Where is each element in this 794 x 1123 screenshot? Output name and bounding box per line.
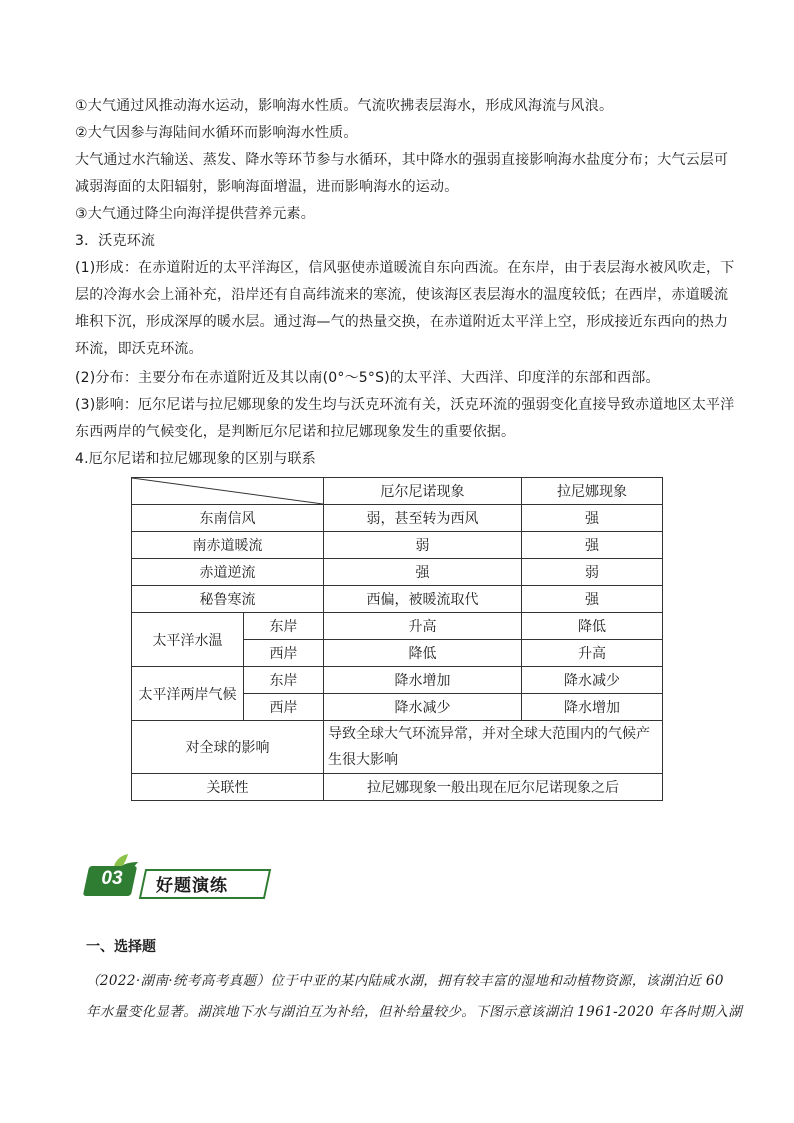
cell-la-nina: 弱 <box>522 559 663 586</box>
cell-relation: 拉尼娜现象一般出现在厄尔尼诺现象之后 <box>324 774 663 801</box>
cell-el-nino: 弱 <box>324 532 522 559</box>
row-label-climate: 太平洋两岸气候 <box>132 667 244 721</box>
cell-el-nino: 降水增加 <box>324 667 522 694</box>
side-label: 西岸 <box>244 694 324 721</box>
cell-el-nino: 降低 <box>324 640 522 667</box>
side-label: 西岸 <box>244 640 324 667</box>
table-row <box>132 532 663 559</box>
text-line: 3．沃克环流 <box>75 233 156 249</box>
section-number: 03 <box>101 868 123 889</box>
row-label: 赤道逆流 <box>132 559 324 586</box>
row-label: 秘鲁寒流 <box>132 586 324 613</box>
para-formation <box>75 255 735 363</box>
cell-el-nino: 降水减少 <box>324 694 522 721</box>
para-3 <box>75 147 729 201</box>
para-distribution <box>75 365 725 392</box>
side-label: 东岸 <box>244 613 324 640</box>
para-2 <box>75 120 725 147</box>
row-label: 对全球的影响 <box>132 721 324 774</box>
text-line: ③大气通过降尘向海洋提供营养元素。 <box>75 206 315 222</box>
cell-la-nina: 强 <box>522 532 663 559</box>
header-el-nino: 厄尔尼诺现象 <box>324 478 522 505</box>
diagonal-header-cell <box>132 478 324 505</box>
text-line: 堆积下沉，形成深厚的暖水层。通过海—气的热量交换，在赤道附近太平洋上空，形成接近东西向的热力 <box>75 314 729 330</box>
row-label: 南赤道暖流 <box>132 532 324 559</box>
cell-la-nina: 升高 <box>522 640 663 667</box>
row-label: 东南信风 <box>132 505 324 532</box>
table-row <box>132 505 663 532</box>
text-line: 东西两岸的气候变化，是判断厄尔尼诺和拉尼娜现象发生的重要依据。 <box>75 424 516 440</box>
cell-el-nino: 强 <box>324 559 522 586</box>
text-line: 4.厄尔尼诺和拉尼娜现象的区别与联系 <box>75 451 316 467</box>
text-line: (2)分布：主要分布在赤道附近及其以南(0°～5°S)的太平洋、大西洋、印度洋的东部和西部。 <box>75 370 660 386</box>
para-4 <box>75 201 725 228</box>
para-1 <box>75 93 725 120</box>
text-line: (3)影响：厄尔尼诺与拉尼娜现象的发生均与沃克环流有关，沃克环流的强弱变化直接导致赤道地区太平洋 <box>75 397 735 413</box>
text-line: ①大气通过风推动海水运动，影响海水性质。气流吹拂表层海水，形成风海流与风浪。 <box>75 98 614 114</box>
cell-global-impact: 导致全球大气环流异常，并对全球大范围内的气候产生很大影响 <box>324 721 663 774</box>
text-line: （2022·湖南·统考高考真题）位于中亚的某内陆咸水湖，拥有较丰富的湿地和动植物资源，该湖泊近 60 <box>86 973 724 989</box>
section-title: 好题演练 <box>156 876 228 896</box>
text-line: (1)形成：在赤道附近的太平洋海区，信风驱使赤道暖流自东向西流。在东岸，由于表层海水被风吹走，下 <box>75 260 735 276</box>
text-line: 减弱海面的太阳辐射，影响海面增温，进而影响海水的运动。 <box>75 179 459 195</box>
text-line: 年水量变化显著。湖滨地下水与湖泊互为补给，但补给量较少。下图示意该湖泊 1961-2020 年各时期入湖 <box>86 1004 743 1020</box>
table-row <box>132 613 663 640</box>
text-line: 大气通过水汽输送、蒸发、降水等环节参与水循环，其中降水的强弱直接影响海水盐度分布；大气云层可 <box>75 152 729 168</box>
question-heading: 一、选择题 <box>86 939 156 955</box>
walker-heading <box>75 228 725 255</box>
row-label: 关联性 <box>132 774 324 801</box>
table-caption <box>75 446 725 473</box>
table-row <box>132 774 663 801</box>
comparison-table <box>131 477 663 801</box>
side-label: 东岸 <box>244 667 324 694</box>
table-row <box>132 721 663 774</box>
row-label-water-temp: 太平洋水温 <box>132 613 244 667</box>
cell-la-nina: 降低 <box>522 613 663 640</box>
diagonal-line <box>132 478 323 504</box>
cell-el-nino: 西偏，被暖流取代 <box>324 586 522 613</box>
cell-la-nina: 强 <box>522 505 663 532</box>
question-text <box>86 966 743 1028</box>
table-header-row <box>132 478 663 505</box>
cell-el-nino: 升高 <box>324 613 522 640</box>
table-row <box>132 586 663 613</box>
cell-la-nina: 降水减少 <box>522 667 663 694</box>
text-line: ②大气因参与海陆间水循环而影响海水性质。 <box>75 125 358 141</box>
section-header <box>86 852 276 900</box>
cell-la-nina: 强 <box>522 586 663 613</box>
text-line: 环流，即沃克环流。 <box>75 341 203 357</box>
text-line: 层的冷海水会上涌补充，沿岸还有自高纬流来的寒流，使该海区表层海水的温度较低；在西岸，赤道暖流 <box>75 287 729 303</box>
table-row <box>132 667 663 694</box>
cell-la-nina: 降水增加 <box>522 694 663 721</box>
header-la-nina: 拉尼娜现象 <box>522 478 663 505</box>
para-impact <box>75 392 735 446</box>
table-row <box>132 559 663 586</box>
cell-el-nino: 弱，甚至转为西风 <box>324 505 522 532</box>
